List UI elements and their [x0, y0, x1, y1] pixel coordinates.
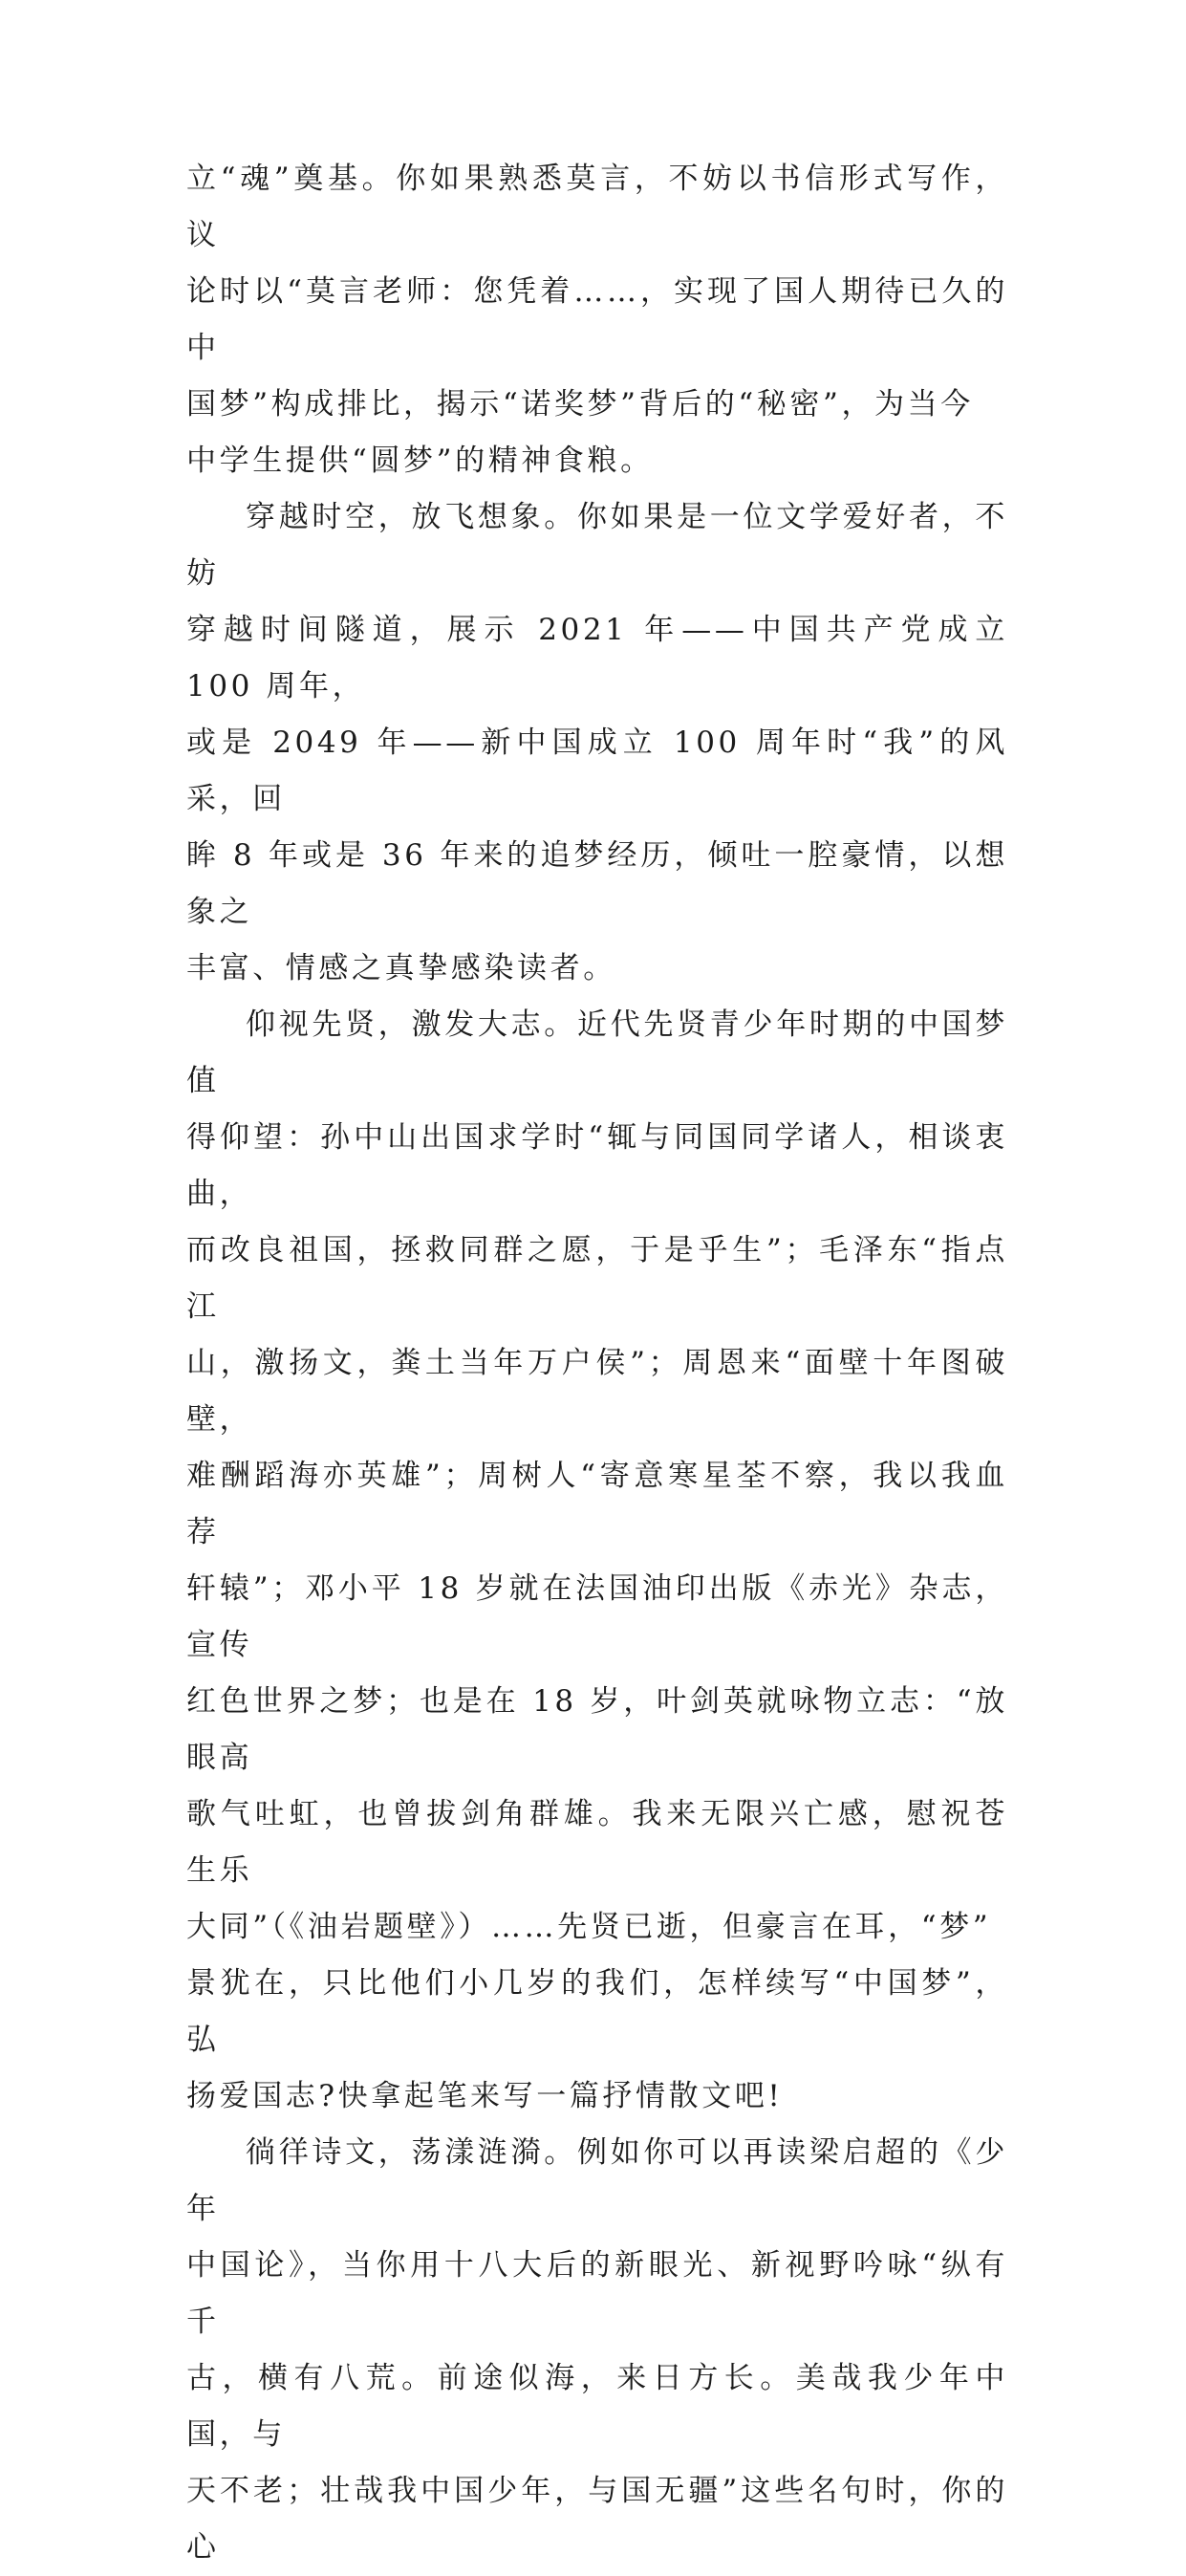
paragraph-line: 中国论》，当你用十八大后的新眼光、新视野吟咏“纵有千: [186, 2248, 1008, 2339]
paragraph-1: [186, 151, 1008, 489]
paragraph-line: 或是 2049 年——新中国成立 100 周年时“我”的风采，回: [186, 725, 1008, 816]
paragraph-line: 国梦”构成排比，揭示“诺奖梦”背后的“秘密”，为当今: [186, 387, 974, 422]
paragraph-line: 中学生提供“圆梦”的精神食粮。: [186, 444, 654, 478]
paragraph-line: 红色世界之梦；也是在 18 岁，叶剑英就咏物立志：“放眼高: [186, 1684, 1008, 1775]
paragraph-line: 得仰望：孙中山出国求学时“辄与同国同学诸人，相谈衷曲，: [186, 1120, 1008, 1211]
paragraph-line: 穿越时空，放飞想象。你如果是一位文学爱好者，不妨: [186, 500, 1008, 591]
paragraph-line: 穿越时间隧道，展示 2021 年——中国共产党成立 100 周年，: [186, 613, 1022, 704]
paragraph-line: 眸 8 年或是 36 年来的追梦经历，倾吐一腔豪情，以想象之: [186, 838, 1008, 929]
paragraph-4: [186, 2125, 1008, 2576]
paragraph-line: 天不老；壮哉我中国少年，与国无疆”这些名句时，你的心: [186, 2474, 1008, 2565]
paragraph-line: 仰视先贤，激发大志。近代先贤青少年时期的中国梦值: [186, 1007, 1008, 1098]
paragraph-line: 山，激扬文，粪土当年万户侯”；周恩来“面壁十年图破壁，: [186, 1346, 1008, 1437]
paragraph-3: [186, 997, 1008, 2125]
paragraph-line: 大同”（《油岩题壁》）……先贤已逝，但豪言在耳，“梦”: [186, 1910, 992, 1944]
paragraph-line: 扬爱国志?快拿起笔来写一篇抒情散文吧!: [186, 2079, 784, 2113]
paragraph-line: 歌气吐虹，也曾拔剑角群雄。我来无限兴亡感，慰祝苍生乐: [186, 1797, 1008, 1888]
paragraph-line: 徜徉诗文，荡漾涟漪。例如你可以再读梁启超的《少年: [186, 2135, 1008, 2226]
paragraph-line: 难酬蹈海亦英雄”；周树人“寄意寒星荃不察，我以我血荐: [186, 1459, 1008, 1549]
paragraph-line: 古，横有八荒。前途似海，来日方长。美哉我少年中国，与: [186, 2361, 1008, 2452]
paragraph-line: 论时以“莫言老师：您凭着……，实现了国人期待已久的中: [186, 274, 1008, 365]
paragraph-2: [186, 489, 1022, 997]
paragraph-line: 立“魂”奠基。你如果熟悉莫言，不妨以书信形式写作，议: [186, 162, 1008, 252]
document-body: [186, 151, 1022, 2576]
paragraph-line: 景犹在，只比他们小几岁的我们，怎样续写“中国梦”，弘: [186, 1966, 1008, 2057]
paragraph-line: 轩辕”；邓小平 18 岁就在法国油印出版《赤光》杂志，宣传: [186, 1571, 1008, 1662]
paragraph-line: 而改良祖国，拯救同群之愿，于是乎生”；毛泽东“指点江: [186, 1233, 1008, 1324]
paragraph-line: 丰富、情感之真挚感染读者。: [186, 951, 616, 985]
